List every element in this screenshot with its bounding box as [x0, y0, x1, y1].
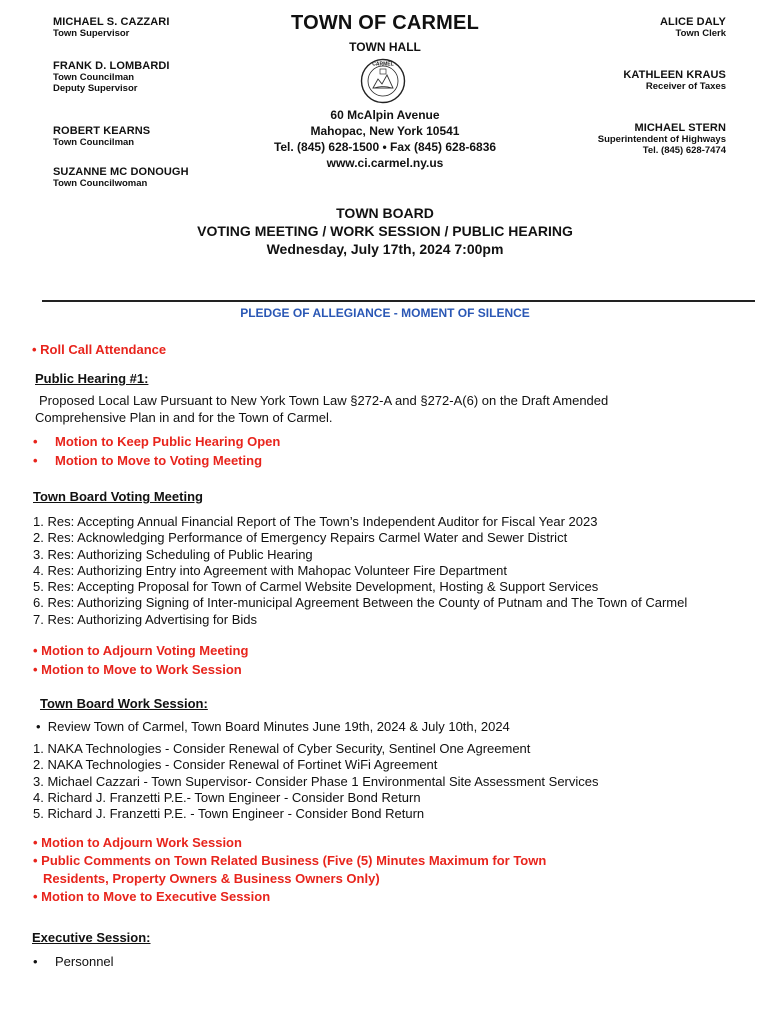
- seal-text: CARMEL: [372, 61, 394, 68]
- motion-label: Motion to Move to Voting Meeting: [55, 452, 263, 468]
- town-website: www.ci.carmel.ny.us: [326, 156, 444, 170]
- official-role: Town Councilman: [53, 72, 135, 83]
- motion-item: [33, 661, 248, 680]
- official-role: Town Councilwoman: [53, 178, 148, 189]
- official-phone: Tel. (845) 628-7474: [642, 145, 726, 156]
- motion-item: [33, 433, 280, 452]
- official-role: Town Clerk: [675, 28, 726, 39]
- official-name: MICHAEL S. CAZZARI: [53, 16, 170, 28]
- meeting-title: [0, 204, 770, 258]
- resolution-item: 3. Res: Authorizing Scheduling of Public Hearing: [33, 546, 313, 562]
- bullet-icon: •: [33, 661, 42, 677]
- bullet-icon: •: [33, 889, 42, 904]
- voting-resolutions-list: [33, 514, 687, 628]
- executive-session-item: [33, 954, 114, 971]
- resolution-item: 7. Res: Authorizing Advertising for Bids: [33, 611, 258, 627]
- public-hearing-text-line1: Proposed Local Law Pursuant to New York Town Law §272-A and §272-A(6) on the Draft Amended: [39, 393, 609, 408]
- resolution-item: 6. Res: Authorizing Signing of Inter-municipal Agreement Between the County of Putnam and The Town of Carmel: [33, 595, 688, 611]
- meeting-title-line1: TOWN BOARD: [336, 205, 434, 221]
- roll-call-label: Roll Call Attendance: [40, 342, 167, 357]
- work-session-item: 2. NAKA Technologies - Consider Renewal of Fortinet WiFi Agreement: [33, 757, 438, 773]
- official-role: Deputy Supervisor: [53, 83, 138, 94]
- official-cazzari: [53, 16, 169, 39]
- bullet-icon: •: [33, 954, 38, 969]
- work-session-item: 4. Richard J. Franzetti P.E.- Town Engineer - Consider Bond Return: [33, 789, 421, 805]
- meeting-title-line2: VOTING MEETING / WORK SESSION / PUBLIC HEARING: [197, 223, 573, 239]
- motion-item: [33, 642, 248, 661]
- public-hearing-motions: [33, 433, 280, 470]
- address-street: 60 McAlpin Avenue: [330, 108, 440, 122]
- motion-label: Motion to Keep Public Hearing Open: [55, 434, 281, 449]
- town-address: [240, 107, 530, 171]
- minutes-review-label: Review Town of Carmel, Town Board Minutes June 19th, 2024 & July 10th, 2024: [47, 719, 510, 734]
- resolution-item: 5. Res: Accepting Proposal for Town of Carmel Website Development, Hosting & Support Services: [33, 579, 599, 595]
- bullet-icon: •: [33, 434, 38, 449]
- motion-label: Motion to Adjourn Voting Meeting: [41, 643, 249, 658]
- official-name: FRANK D. LOMBARDI: [53, 60, 170, 72]
- work-session-heading: Town Board Work Session:: [40, 696, 208, 711]
- bullet-icon: •: [33, 835, 42, 850]
- public-hearing-text-line2: Comprehensive Plan in and for the Town of Carmel.: [35, 409, 333, 425]
- resolution-item: 4. Res: Authorizing Entry into Agreement with Mahopac Volunteer Fire Department: [33, 562, 508, 578]
- resolution-item: 2. Res: Acknowledging Performance of Emergency Repairs Carmel Water and Sewer District: [33, 530, 568, 546]
- town-title: TOWN OF CARMEL: [291, 12, 479, 34]
- public-comments-label: Public Comments on Town Related Business (Five (5) Minutes Maximum for Town: [41, 853, 547, 868]
- address-phone-fax: Tel. (845) 628-1500 • Fax (845) 628-6836: [273, 140, 497, 154]
- header-divider: [42, 300, 755, 302]
- public-comments-label-cont: Residents, Property Owners & Business Owners Only): [43, 871, 380, 886]
- pledge-heading: PLEDGE OF ALLEGIANCE - MOMENT OF SILENCE: [240, 306, 530, 320]
- voting-meeting-motions: [33, 642, 248, 679]
- official-kraus: [623, 69, 726, 92]
- official-name: KATHLEEN KRAUS: [623, 69, 726, 81]
- meeting-date: Wednesday, July 17th, 2024 7:00pm: [266, 241, 504, 257]
- official-daly: [660, 16, 726, 39]
- official-role: Town Councilman: [53, 137, 135, 148]
- official-name: SUZANNE MC DONOUGH: [53, 166, 189, 178]
- bullet-icon: •: [33, 643, 42, 658]
- motion-label: Motion to Move to Executive Session: [41, 889, 271, 904]
- motion-item: [33, 888, 546, 906]
- official-lombardi: [53, 60, 170, 94]
- motion-label: Motion to Move to Work Session: [41, 661, 242, 677]
- motion-item: [33, 452, 280, 471]
- voting-meeting-heading: Town Board Voting Meeting: [33, 489, 203, 504]
- resolution-item: 1. Res: Accepting Annual Financial Report of The Town’s Independent Auditor for Fiscal Year 2023: [33, 514, 598, 529]
- official-role: Town Supervisor: [53, 28, 130, 39]
- executive-session-heading: Executive Session:: [32, 930, 151, 945]
- roll-call-item: [32, 342, 166, 357]
- bullet-icon: •: [36, 719, 48, 734]
- official-stern: [598, 122, 726, 156]
- public-hearing-text: [35, 393, 608, 426]
- official-role: Superintendent of Highways: [597, 134, 726, 145]
- official-name: MICHAEL STERN: [634, 122, 726, 134]
- work-session-item: 5. Richard J. Franzetti P.E. - Town Engineer - Consider Bond Return: [33, 806, 425, 822]
- public-comments-item: [33, 852, 546, 870]
- official-name: ROBERT KEARNS: [53, 125, 151, 137]
- official-role: Receiver of Taxes: [645, 81, 726, 92]
- executive-session-label: Personnel: [55, 954, 114, 969]
- official-mcdonough: [53, 166, 189, 189]
- bullet-icon: •: [33, 452, 38, 468]
- minutes-review-item: [36, 719, 510, 736]
- work-session-motions: [33, 834, 546, 906]
- town-hall-subtitle: TOWN HALL: [349, 40, 421, 54]
- motion-item: [33, 834, 546, 852]
- address-city: Mahopac, New York 10541: [310, 124, 460, 138]
- public-comments-continued: [33, 870, 546, 888]
- work-session-item: 3. Michael Cazzari - Town Supervisor- Consider Phase 1 Environmental Site Assessment Services: [33, 773, 599, 789]
- bullet-icon: •: [33, 853, 42, 868]
- work-session-list: [33, 741, 599, 822]
- official-kearns: [53, 125, 150, 148]
- motion-label: Motion to Adjourn Work Session: [41, 835, 242, 850]
- official-name: ALICE DALY: [660, 16, 726, 28]
- bullet-icon: •: [32, 342, 41, 357]
- town-seal-logo: [360, 58, 406, 104]
- header-left-officials: [53, 16, 169, 39]
- work-session-item: 1. NAKA Technologies - Consider Renewal of Cyber Security, Sentinel One Agreement: [33, 741, 531, 756]
- public-hearing-heading: Public Hearing #1:: [35, 371, 149, 386]
